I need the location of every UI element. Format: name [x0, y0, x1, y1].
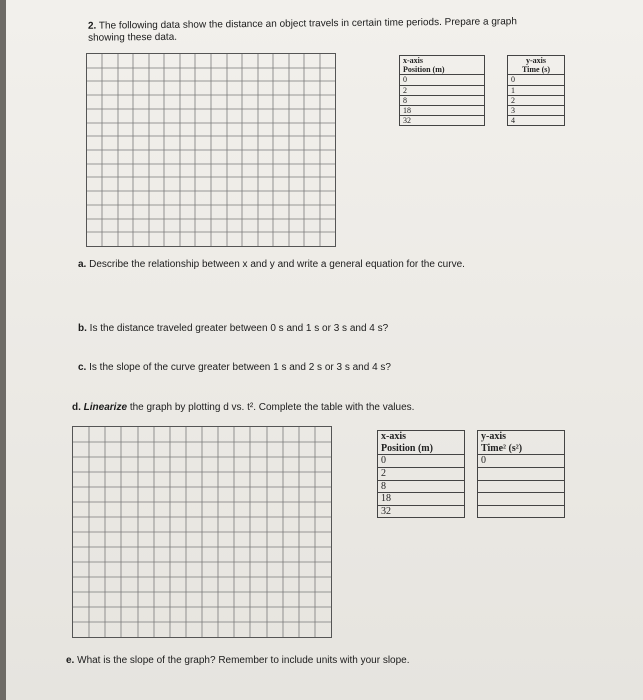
table2-gap: [465, 431, 478, 455]
table1-y-header-unit: Time (s): [521, 65, 551, 75]
question-a: [78, 259, 465, 270]
table2-gap: [465, 455, 478, 468]
table1-gap: [485, 116, 508, 126]
table1-gap: [485, 105, 508, 115]
table1-x-cell: 0: [400, 75, 485, 85]
table2-x-header-label: x-axis: [381, 431, 406, 442]
table2-y-header: [478, 431, 565, 455]
table2-x-header: [378, 431, 465, 455]
table2-x-cell: 0: [378, 455, 465, 468]
graph-grid-2[interactable]: [72, 426, 332, 638]
table1-y-header-label: y-axis: [526, 56, 546, 65]
table1-y-header: [508, 56, 565, 75]
question-d-emphasis: Linearize: [83, 402, 128, 413]
question-c: [78, 362, 391, 373]
question-d-letter: d.: [72, 402, 81, 413]
table1-gap: [485, 95, 508, 105]
table2-y-cell[interactable]: [478, 467, 565, 480]
question-b-text: Is the distance traveled greater between 0 s and 1 s or 3 s and 4 s?: [89, 323, 389, 334]
table2-y-header-label: y-axis: [481, 431, 506, 442]
graph-grid-1[interactable]: [86, 53, 336, 247]
table2-y-cell[interactable]: 0: [478, 455, 565, 468]
table2-gap: [465, 505, 478, 518]
question-d: [72, 402, 414, 413]
question-a-letter: a.: [78, 259, 87, 270]
table1-x-cell: 2: [400, 85, 485, 95]
table2-y-cell[interactable]: [478, 480, 565, 493]
question-2-intro: [88, 15, 608, 44]
table1-x-header-unit: Position (m): [403, 65, 445, 75]
data-table-1: [399, 55, 565, 126]
question-d-text: the graph by plotting d vs. t². Complete the table with the values.: [129, 402, 415, 413]
table1-y-cell[interactable]: 1: [508, 85, 565, 95]
table2-x-cell: 2: [378, 467, 465, 480]
table2-x-cell: 32: [378, 505, 465, 518]
graph-grid-2-lines: [73, 427, 331, 637]
table1-y-cell[interactable]: 4: [508, 116, 565, 126]
table1-y-cell[interactable]: 0: [508, 75, 565, 85]
table2-x-cell: 18: [378, 493, 465, 506]
question-2-line2: showing these data.: [88, 31, 178, 44]
table1-x-header: [400, 56, 485, 75]
table1-x-cell: 18: [400, 105, 485, 115]
question-b: [78, 323, 388, 334]
question-b-letter: b.: [78, 323, 87, 334]
table2-y-header-unit: Time² (s²): [481, 442, 523, 454]
question-2-line1: The following data show the distance an object travels in certain time periods. Prepare a graph: [98, 16, 517, 32]
question-e-letter: e.: [66, 655, 75, 666]
data-table-2: [377, 430, 565, 518]
question-e: [66, 655, 410, 666]
table1-gap: [485, 75, 508, 85]
table2-gap: [465, 480, 478, 493]
question-2-number: 2.: [87, 20, 97, 32]
table1-x-cell: 8: [400, 95, 485, 105]
worksheet-page: [6, 0, 643, 700]
table1-y-cell[interactable]: 2: [508, 95, 565, 105]
table2-gap: [465, 493, 478, 506]
graph-grid-1-lines: [87, 54, 335, 246]
question-e-text: What is the slope of the graph? Remember to include units with your slope.: [77, 655, 410, 666]
question-c-text: Is the slope of the curve greater between 1 s and 2 s or 3 s and 4 s?: [89, 362, 391, 373]
table2-gap: [465, 467, 478, 480]
table1-x-header-label: x-axis: [403, 56, 423, 65]
table1-gap: [485, 56, 508, 75]
table2-y-cell[interactable]: [478, 505, 565, 518]
table2-x-header-unit: Position (m): [381, 442, 433, 454]
question-c-letter: c.: [78, 362, 87, 373]
table1-x-cell: 32: [400, 116, 485, 126]
table1-gap: [485, 85, 508, 95]
table2-y-cell[interactable]: [478, 493, 565, 506]
table1-y-cell[interactable]: 3: [508, 105, 565, 115]
table2-x-cell: 8: [378, 480, 465, 493]
question-a-text: Describe the relationship between x and y and write a general equation for the curve.: [89, 259, 465, 270]
